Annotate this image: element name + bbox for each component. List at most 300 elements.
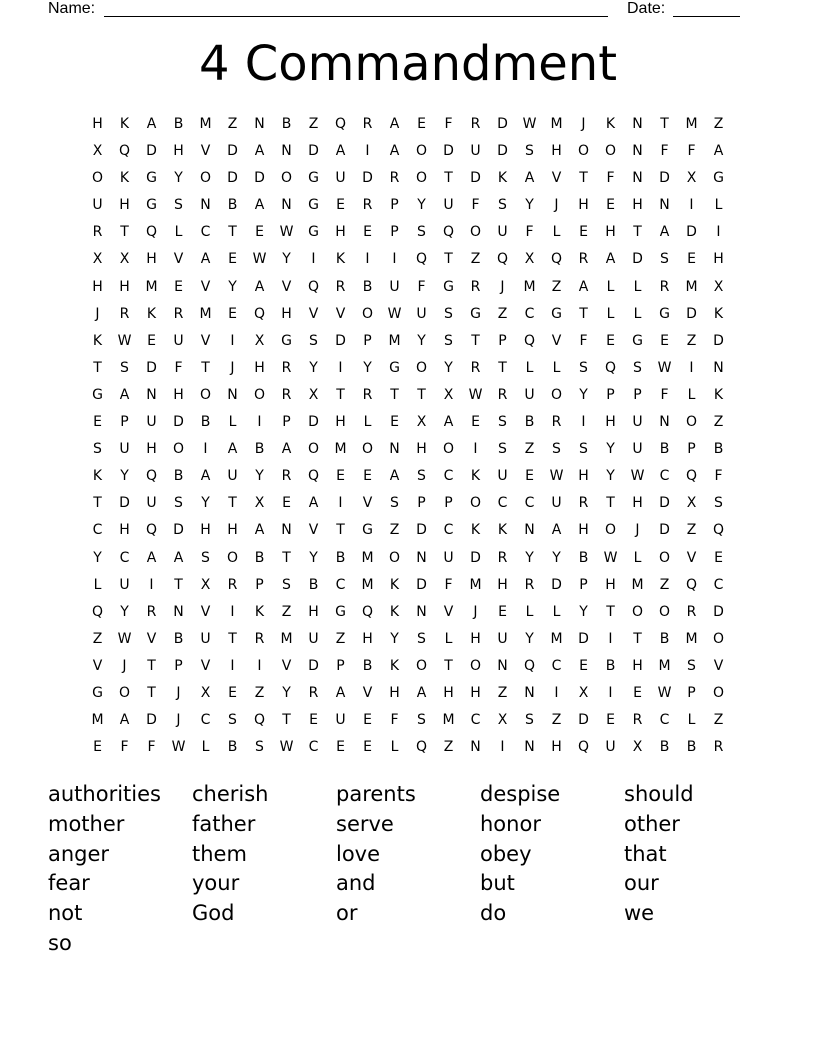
grid-letter[interactable]: E — [282, 495, 291, 512]
grid-letter[interactable]: N — [632, 143, 643, 160]
grid-letter[interactable]: I — [554, 684, 559, 701]
grid-letter[interactable]: W — [630, 468, 645, 485]
grid-letter[interactable]: Y — [417, 197, 426, 214]
grid-letter[interactable]: K — [335, 251, 346, 268]
grid-letter[interactable]: H — [470, 630, 481, 647]
grid-letter[interactable]: C — [713, 576, 724, 593]
grid-letter[interactable]: Q — [523, 657, 536, 674]
grid-letter[interactable]: I — [149, 576, 154, 593]
grid-letter[interactable]: X — [92, 143, 103, 160]
grid-letter[interactable]: B — [524, 414, 535, 431]
grid-letter[interactable]: Z — [524, 441, 535, 458]
grid-letter[interactable]: A — [146, 549, 157, 566]
grid-letter[interactable]: S — [174, 495, 183, 512]
grid-letter[interactable]: V — [362, 684, 373, 701]
grid-letter[interactable]: B — [173, 116, 184, 132]
grid-letter[interactable]: H — [173, 143, 184, 160]
grid-letter[interactable]: K — [146, 305, 157, 322]
grid-letter[interactable]: X — [686, 170, 697, 187]
grid-letter[interactable]: E — [147, 332, 156, 349]
grid-letter[interactable]: N — [281, 197, 292, 214]
grid-letter[interactable]: O — [415, 657, 428, 674]
grid-letter[interactable]: R — [524, 576, 535, 593]
grid-letter[interactable]: H — [470, 684, 481, 701]
grid-letter[interactable]: U — [470, 143, 481, 160]
grid-letter[interactable]: M — [91, 712, 104, 729]
grid-letter[interactable]: K — [713, 305, 724, 322]
grid-letter[interactable]: B — [713, 441, 724, 458]
grid-letter[interactable]: U — [335, 170, 346, 187]
grid-letter[interactable]: Z — [713, 116, 724, 132]
grid-letter[interactable]: V — [443, 603, 454, 620]
grid-letter[interactable]: W — [657, 359, 672, 376]
grid-letter[interactable]: T — [147, 657, 156, 674]
grid-letter[interactable]: N — [632, 116, 643, 132]
grid-letter[interactable]: H — [578, 468, 589, 485]
grid-letter[interactable]: Q — [307, 278, 320, 295]
grid-letter[interactable]: R — [146, 603, 157, 620]
grid-letter[interactable]: W — [279, 224, 294, 241]
grid-letter[interactable]: D — [686, 305, 697, 322]
grid-letter[interactable]: U — [605, 739, 616, 756]
grid-letter[interactable]: U — [308, 630, 319, 647]
grid-letter[interactable]: I — [608, 630, 613, 647]
grid-letter[interactable]: L — [714, 197, 723, 214]
grid-letter[interactable]: S — [120, 359, 129, 376]
grid-letter[interactable]: J — [176, 712, 181, 729]
grid-letter[interactable]: G — [146, 197, 157, 214]
grid-letter[interactable]: S — [93, 441, 102, 458]
grid-letter[interactable]: Z — [497, 305, 508, 322]
grid-letter[interactable]: Q — [253, 712, 266, 729]
grid-letter[interactable]: A — [200, 251, 211, 268]
grid-letter[interactable]: H — [416, 441, 427, 458]
grid-letter[interactable]: S — [255, 739, 264, 756]
grid-letter[interactable]: L — [525, 359, 534, 376]
grid-letter[interactable]: B — [659, 739, 670, 756]
grid-letter[interactable]: P — [633, 386, 642, 403]
grid-letter[interactable]: H — [92, 278, 103, 295]
grid-letter[interactable]: G — [308, 197, 319, 214]
grid-letter[interactable]: F — [606, 170, 615, 187]
grid-letter[interactable]: V — [200, 278, 211, 295]
grid-letter[interactable]: X — [200, 684, 211, 701]
grid-letter[interactable]: A — [281, 441, 292, 458]
grid-letter[interactable]: Y — [417, 332, 426, 349]
grid-letter[interactable]: F — [471, 197, 480, 214]
grid-letter[interactable]: D — [659, 522, 670, 539]
grid-letter[interactable]: F — [390, 712, 399, 729]
grid-letter[interactable]: V — [713, 657, 724, 674]
grid-letter[interactable]: Q — [361, 603, 374, 620]
grid-letter[interactable]: Y — [606, 468, 615, 485]
grid-letter[interactable]: R — [173, 305, 184, 322]
grid-letter[interactable]: S — [390, 495, 399, 512]
grid-letter[interactable]: Y — [525, 549, 534, 566]
grid-letter[interactable]: G — [92, 386, 103, 403]
grid-letter[interactable]: H — [335, 224, 346, 241]
grid-letter[interactable]: R — [686, 603, 697, 620]
grid-letter[interactable]: B — [173, 468, 184, 485]
grid-letter[interactable]: P — [444, 495, 453, 512]
grid-letter[interactable]: V — [200, 332, 211, 349]
grid-letter[interactable]: K — [389, 576, 400, 593]
grid-letter[interactable]: X — [200, 576, 211, 593]
grid-letter[interactable]: L — [633, 305, 642, 322]
grid-letter[interactable]: H — [308, 603, 319, 620]
grid-letter[interactable]: Q — [550, 251, 563, 268]
grid-letter[interactable]: H — [119, 278, 130, 295]
grid-letter[interactable]: H — [146, 251, 157, 268]
grid-letter[interactable]: Z — [470, 251, 481, 268]
grid-letter[interactable]: T — [93, 359, 102, 376]
grid-letter[interactable]: G — [551, 305, 562, 322]
grid-letter[interactable]: E — [336, 739, 345, 756]
grid-letter[interactable]: R — [281, 386, 292, 403]
grid-letter[interactable]: H — [119, 197, 130, 214]
grid-letter[interactable]: P — [390, 224, 399, 241]
grid-letter[interactable]: D — [308, 657, 319, 674]
grid-letter[interactable]: T — [633, 224, 642, 241]
grid-letter[interactable]: I — [500, 739, 505, 756]
grid-letter[interactable]: D — [659, 495, 670, 512]
grid-letter[interactable]: R — [578, 495, 589, 512]
grid-letter[interactable]: N — [200, 197, 211, 214]
grid-letter[interactable]: S — [498, 414, 507, 431]
grid-letter[interactable]: P — [390, 197, 399, 214]
grid-letter[interactable]: X — [686, 495, 697, 512]
grid-letter[interactable]: H — [200, 522, 211, 539]
grid-letter[interactable]: H — [227, 522, 238, 539]
grid-letter[interactable]: M — [685, 278, 698, 295]
grid-letter[interactable]: C — [200, 712, 211, 729]
grid-letter[interactable]: S — [687, 657, 696, 674]
grid-letter[interactable]: T — [498, 359, 507, 376]
grid-letter[interactable]: L — [687, 712, 696, 729]
grid-letter[interactable]: R — [713, 739, 724, 756]
grid-letter[interactable]: B — [308, 576, 319, 593]
grid-letter[interactable]: U — [146, 414, 157, 431]
grid-letter[interactable]: T — [444, 251, 453, 268]
grid-letter[interactable]: N — [416, 603, 427, 620]
grid-letter[interactable]: A — [254, 522, 265, 539]
grid-letter[interactable]: D — [578, 630, 589, 647]
grid-letter[interactable]: O — [91, 170, 104, 187]
grid-letter[interactable]: N — [659, 197, 670, 214]
grid-letter[interactable]: Q — [334, 116, 347, 132]
grid-letter[interactable]: N — [254, 116, 265, 132]
grid-letter[interactable]: T — [444, 170, 453, 187]
grid-letter[interactable]: I — [257, 414, 262, 431]
grid-letter[interactable]: K — [119, 170, 130, 187]
grid-letter[interactable]: T — [174, 576, 183, 593]
grid-letter[interactable]: N — [281, 143, 292, 160]
grid-letter[interactable]: D — [713, 603, 724, 620]
grid-letter[interactable]: W — [522, 116, 537, 132]
grid-letter[interactable]: U — [389, 278, 400, 295]
grid-letter[interactable]: H — [254, 359, 265, 376]
grid-letter[interactable]: S — [579, 441, 588, 458]
grid-letter[interactable]: J — [473, 603, 478, 620]
grid-letter[interactable]: U — [443, 197, 454, 214]
grid-letter[interactable]: I — [338, 495, 343, 512]
grid-letter[interactable]: X — [308, 386, 319, 403]
grid-letter[interactable]: G — [470, 305, 481, 322]
grid-letter[interactable]: P — [606, 386, 615, 403]
grid-letter[interactable]: S — [417, 224, 426, 241]
grid-letter[interactable]: R — [497, 549, 508, 566]
grid-letter[interactable]: V — [200, 603, 211, 620]
grid-letter[interactable]: W — [549, 468, 564, 485]
grid-letter[interactable]: E — [93, 414, 102, 431]
grid-letter[interactable]: G — [281, 332, 292, 349]
grid-letter[interactable]: M — [442, 712, 455, 729]
grid-letter[interactable]: T — [660, 116, 669, 132]
grid-letter[interactable]: N — [416, 549, 427, 566]
grid-letter[interactable]: N — [146, 386, 157, 403]
grid-letter[interactable]: D — [416, 522, 427, 539]
grid-letter[interactable]: Y — [579, 603, 588, 620]
grid-letter[interactable]: D — [119, 495, 130, 512]
grid-letter[interactable]: B — [227, 197, 238, 214]
grid-letter[interactable]: E — [363, 224, 372, 241]
grid-letter[interactable]: L — [93, 576, 102, 593]
grid-letter[interactable]: Q — [523, 332, 536, 349]
grid-letter[interactable]: O — [604, 522, 617, 539]
grid-letter[interactable]: O — [577, 143, 590, 160]
grid-letter[interactable]: Q — [685, 576, 698, 593]
grid-letter[interactable]: D — [497, 116, 508, 132]
grid-letter[interactable]: M — [361, 549, 374, 566]
grid-letter[interactable]: N — [227, 386, 238, 403]
grid-letter[interactable]: O — [415, 170, 428, 187]
grid-letter[interactable]: I — [365, 251, 370, 268]
grid-letter[interactable]: L — [201, 739, 210, 756]
grid-letter[interactable]: S — [714, 495, 723, 512]
grid-letter[interactable]: U — [335, 712, 346, 729]
grid-letter[interactable]: Y — [282, 684, 291, 701]
grid-letter[interactable]: P — [687, 441, 696, 458]
grid-letter[interactable]: D — [146, 359, 157, 376]
grid-letter[interactable]: D — [362, 170, 373, 187]
grid-letter[interactable]: Z — [443, 739, 454, 756]
grid-letter[interactable]: U — [416, 305, 427, 322]
grid-letter[interactable]: Q — [577, 739, 590, 756]
grid-letter[interactable]: M — [685, 630, 698, 647]
grid-letter[interactable]: L — [606, 305, 615, 322]
grid-letter[interactable]: Y — [606, 441, 615, 458]
grid-letter[interactable]: B — [605, 657, 616, 674]
grid-letter[interactable]: E — [363, 468, 372, 485]
grid-letter[interactable]: I — [716, 224, 721, 241]
grid-letter[interactable]: A — [146, 116, 157, 132]
grid-letter[interactable]: S — [633, 359, 642, 376]
grid-letter[interactable]: Y — [552, 549, 561, 566]
grid-letter[interactable]: H — [443, 684, 454, 701]
grid-letter[interactable]: I — [203, 441, 208, 458]
grid-letter[interactable]: G — [308, 224, 319, 241]
grid-letter[interactable]: S — [579, 359, 588, 376]
grid-letter[interactable]: T — [93, 495, 102, 512]
grid-letter[interactable]: Z — [686, 522, 697, 539]
grid-letter[interactable]: A — [308, 495, 319, 512]
grid-letter[interactable]: O — [388, 549, 401, 566]
grid-letter[interactable]: H — [335, 414, 346, 431]
grid-letter[interactable]: S — [660, 251, 669, 268]
grid-letter[interactable]: B — [686, 739, 697, 756]
grid-letter[interactable]: H — [605, 224, 616, 241]
grid-letter[interactable]: H — [146, 441, 157, 458]
grid-letter[interactable]: D — [497, 143, 508, 160]
grid-letter[interactable]: A — [254, 143, 265, 160]
grid-letter[interactable]: O — [253, 386, 266, 403]
grid-letter[interactable]: W — [117, 630, 132, 647]
grid-letter[interactable]: F — [417, 278, 426, 295]
grid-letter[interactable]: Z — [686, 332, 697, 349]
grid-letter[interactable]: E — [660, 332, 669, 349]
grid-letter[interactable]: U — [632, 441, 643, 458]
grid-letter[interactable]: O — [361, 441, 374, 458]
grid-letter[interactable]: J — [581, 116, 586, 132]
grid-letter[interactable]: O — [415, 143, 428, 160]
grid-letter[interactable]: G — [659, 305, 670, 322]
grid-letter[interactable]: T — [336, 522, 345, 539]
grid-letter[interactable]: I — [689, 359, 694, 376]
grid-letter[interactable]: B — [254, 441, 265, 458]
grid-letter[interactable]: D — [470, 549, 481, 566]
grid-letter[interactable]: G — [443, 278, 454, 295]
grid-letter[interactable]: R — [470, 278, 481, 295]
grid-letter[interactable]: Y — [525, 630, 534, 647]
grid-letter[interactable]: A — [659, 224, 670, 241]
grid-letter[interactable]: P — [282, 414, 291, 431]
grid-letter[interactable]: M — [334, 441, 347, 458]
grid-letter[interactable]: A — [416, 684, 427, 701]
grid-letter[interactable]: R — [281, 359, 292, 376]
grid-letter[interactable]: P — [417, 495, 426, 512]
grid-letter[interactable]: K — [92, 468, 103, 485]
grid-letter[interactable]: Q — [145, 522, 158, 539]
grid-letter[interactable]: F — [714, 468, 723, 485]
grid-letter[interactable]: I — [257, 657, 262, 674]
grid-letter[interactable]: E — [228, 251, 237, 268]
grid-letter[interactable]: X — [713, 278, 724, 295]
grid-letter[interactable]: T — [282, 549, 291, 566]
grid-letter[interactable]: B — [200, 414, 211, 431]
grid-letter[interactable]: X — [254, 495, 265, 512]
grid-letter[interactable]: I — [230, 332, 235, 349]
grid-letter[interactable]: U — [497, 224, 508, 241]
grid-letter[interactable]: L — [552, 224, 561, 241]
grid-letter[interactable]: R — [362, 116, 373, 132]
grid-letter[interactable]: C — [308, 739, 319, 756]
grid-letter[interactable]: A — [254, 197, 265, 214]
grid-letter[interactable]: I — [608, 684, 613, 701]
grid-letter[interactable]: Y — [579, 386, 588, 403]
grid-letter[interactable]: R — [497, 386, 508, 403]
grid-letter[interactable]: E — [606, 197, 615, 214]
grid-letter[interactable]: M — [658, 657, 671, 674]
grid-letter[interactable]: D — [146, 143, 157, 160]
grid-letter[interactable]: A — [335, 143, 346, 160]
grid-letter[interactable]: G — [308, 170, 319, 187]
grid-letter[interactable]: U — [443, 549, 454, 566]
grid-letter[interactable]: R — [92, 224, 103, 241]
grid-letter[interactable]: Y — [363, 359, 372, 376]
grid-letter[interactable]: Z — [335, 630, 346, 647]
grid-letter[interactable]: T — [147, 684, 156, 701]
grid-letter[interactable]: Y — [255, 468, 264, 485]
grid-letter[interactable]: V — [281, 657, 292, 674]
grid-letter[interactable]: L — [228, 414, 237, 431]
grid-letter[interactable]: H — [578, 197, 589, 214]
grid-letter[interactable]: L — [174, 224, 183, 241]
grid-letter[interactable]: P — [336, 657, 345, 674]
grid-letter[interactable]: V — [308, 522, 319, 539]
grid-letter[interactable]: T — [417, 386, 426, 403]
grid-letter[interactable]: R — [551, 414, 562, 431]
grid-letter[interactable]: U — [173, 332, 184, 349]
grid-letter[interactable]: D — [173, 414, 184, 431]
grid-letter[interactable]: O — [712, 630, 725, 647]
grid-letter[interactable]: V — [551, 170, 562, 187]
grid-letter[interactable]: R — [362, 197, 373, 214]
grid-letter[interactable]: F — [120, 739, 129, 756]
grid-letter[interactable]: M — [631, 576, 644, 593]
grid-letter[interactable]: R — [470, 116, 481, 132]
grid-letter[interactable]: Q — [604, 359, 617, 376]
grid-letter[interactable]: B — [659, 441, 670, 458]
grid-letter[interactable]: I — [311, 251, 316, 268]
grid-letter[interactable]: N — [524, 739, 535, 756]
grid-letter[interactable]: H — [551, 739, 562, 756]
grid-letter[interactable]: U — [497, 630, 508, 647]
grid-letter[interactable]: Y — [120, 468, 129, 485]
grid-letter[interactable]: A — [524, 170, 535, 187]
grid-letter[interactable]: B — [281, 116, 292, 132]
grid-letter[interactable]: B — [173, 630, 184, 647]
grid-letter[interactable]: Q — [91, 603, 104, 620]
grid-letter[interactable]: O — [226, 549, 239, 566]
date-blank-line[interactable] — [673, 16, 740, 17]
grid-letter[interactable]: S — [498, 197, 507, 214]
grid-letter[interactable]: M — [199, 116, 212, 132]
grid-letter[interactable]: F — [660, 386, 669, 403]
grid-letter[interactable]: Q — [415, 739, 428, 756]
grid-letter[interactable]: H — [578, 522, 589, 539]
grid-letter[interactable]: L — [633, 278, 642, 295]
grid-letter[interactable]: S — [525, 712, 534, 729]
grid-letter[interactable]: G — [713, 170, 724, 187]
grid-letter[interactable]: Y — [174, 170, 183, 187]
grid-letter[interactable]: C — [659, 468, 670, 485]
grid-letter[interactable]: O — [199, 386, 212, 403]
grid-letter[interactable]: K — [389, 657, 400, 674]
grid-letter[interactable]: V — [362, 495, 373, 512]
grid-letter[interactable]: O — [469, 224, 482, 241]
grid-letter[interactable]: P — [498, 332, 507, 349]
grid-letter[interactable]: L — [444, 630, 453, 647]
grid-letter[interactable]: Q — [442, 224, 455, 241]
grid-letter[interactable]: M — [388, 332, 401, 349]
grid-letter[interactable]: U — [146, 495, 157, 512]
grid-letter[interactable]: C — [470, 712, 481, 729]
grid-letter[interactable]: U — [524, 386, 535, 403]
grid-letter[interactable]: U — [227, 468, 238, 485]
grid-letter[interactable]: Z — [713, 712, 724, 729]
grid-letter[interactable]: A — [389, 143, 400, 160]
grid-letter[interactable]: B — [335, 549, 346, 566]
